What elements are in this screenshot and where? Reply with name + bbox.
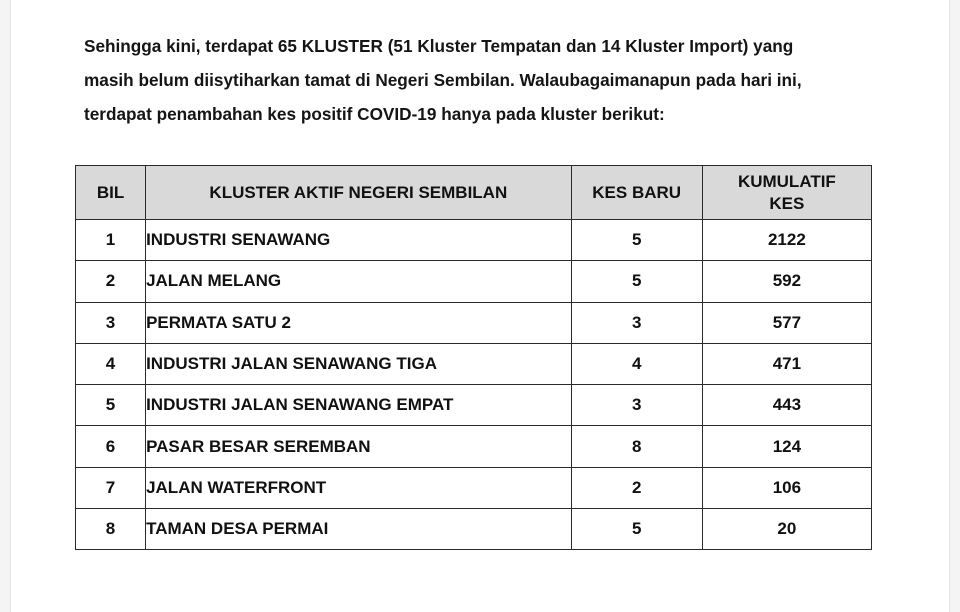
cell-cluster: TAMAN DESA PERMAI <box>146 509 572 550</box>
header-cluster: KLUSTER AKTIF NEGERI SEMBILAN <box>146 166 572 220</box>
intro-line: terdapat penambahan kes positif COVID-19 hanya pada kluster berikut: <box>84 104 665 124</box>
cell-bil: 5 <box>76 385 146 426</box>
active-cluster-table <box>75 165 872 550</box>
header-bil: BIL <box>76 166 146 220</box>
cell-cluster: PERMATA SATU 2 <box>146 302 572 343</box>
table-row <box>76 467 872 508</box>
cell-new-cases: 3 <box>571 385 702 426</box>
table-row <box>76 509 872 550</box>
cell-cumulative: 443 <box>702 385 871 426</box>
cell-new-cases: 4 <box>571 343 702 384</box>
cell-new-cases: 3 <box>571 302 702 343</box>
header-cumulative <box>702 166 871 220</box>
cell-bil: 6 <box>76 426 146 467</box>
table-body <box>76 220 872 550</box>
cell-new-cases: 2 <box>571 467 702 508</box>
cell-cumulative: 124 <box>702 426 871 467</box>
table-row <box>76 426 872 467</box>
header-cumulative-line2: KES <box>769 193 805 213</box>
cell-cumulative: 577 <box>702 302 871 343</box>
cell-cluster: INDUSTRI JALAN SENAWANG TIGA <box>146 343 572 384</box>
table-row <box>76 261 872 302</box>
intro-paragraph <box>84 29 924 131</box>
cell-bil: 7 <box>76 467 146 508</box>
table-row <box>76 343 872 384</box>
cell-cumulative: 471 <box>702 343 871 384</box>
table-header-row <box>76 166 872 220</box>
cell-bil: 1 <box>76 220 146 261</box>
cell-new-cases: 8 <box>571 426 702 467</box>
cell-new-cases: 5 <box>571 220 702 261</box>
header-new-cases: KES BARU <box>571 166 702 220</box>
cell-cluster: INDUSTRI JALAN SENAWANG EMPAT <box>146 385 572 426</box>
intro-line: Sehingga kini, terdapat 65 KLUSTER (51 Kluster Tempatan dan 14 Kluster Import) yang <box>84 36 794 56</box>
cell-cumulative: 20 <box>702 509 871 550</box>
cell-cumulative: 106 <box>702 467 871 508</box>
cell-bil: 3 <box>76 302 146 343</box>
cell-cluster: JALAN MELANG <box>146 261 572 302</box>
cell-new-cases: 5 <box>571 509 702 550</box>
cell-cumulative: 2122 <box>702 220 871 261</box>
cell-bil: 4 <box>76 343 146 384</box>
cell-bil: 2 <box>76 261 146 302</box>
table-row <box>76 385 872 426</box>
cell-new-cases: 5 <box>571 261 702 302</box>
cell-cluster: JALAN WATERFRONT <box>146 467 572 508</box>
table-row <box>76 220 872 261</box>
cell-bil: 8 <box>76 509 146 550</box>
intro-line: masih belum diisytiharkan tamat di Negeri Sembilan. Walaubagaimanapun pada hari ini, <box>84 70 802 90</box>
cell-cluster: PASAR BESAR SEREMBAN <box>146 426 572 467</box>
header-cumulative-line1: KUMULATIF <box>737 171 836 191</box>
cell-cluster: INDUSTRI SENAWANG <box>146 220 572 261</box>
document-page <box>10 0 950 612</box>
table-row <box>76 302 872 343</box>
cell-cumulative: 592 <box>702 261 871 302</box>
table-header <box>76 166 872 220</box>
